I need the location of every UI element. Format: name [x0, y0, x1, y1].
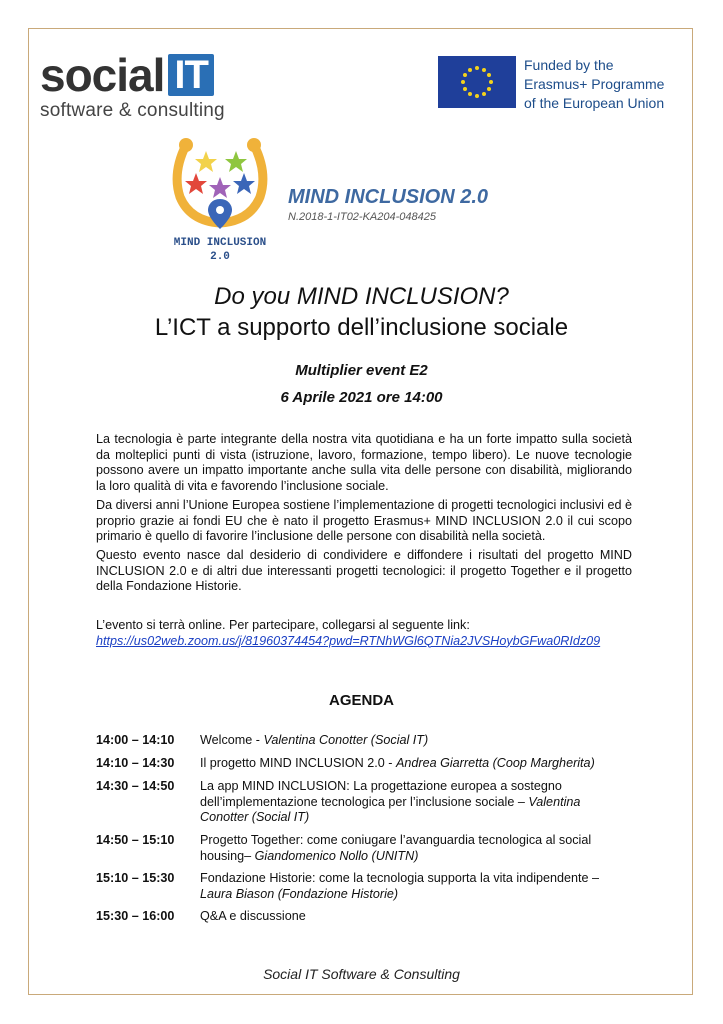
eu-flag-icon — [438, 56, 516, 108]
agenda-desc: Welcome - Valentina Conotter (Social IT) — [200, 733, 429, 747]
agenda-title: AGENDA — [328, 692, 394, 709]
agenda-desc: Fondazione Historie: come la tecnologia supporta la vita indipendente – Laura Biason (Fondazione Historie) — [200, 871, 600, 901]
agenda-row — [96, 733, 636, 749]
mind-inclusion-logo — [166, 133, 274, 263]
event-headline-2: L’ICT a supporto dell’inclusione sociale — [154, 314, 569, 341]
social-logo-word: social — [40, 49, 165, 101]
agenda-time: 14:00 – 14:10 — [96, 733, 175, 747]
agenda-desc: Progetto Together: come coniugare l’avanguardia tecnologica al social housing– Giandomenico Nollo (UNITN) — [200, 833, 592, 863]
online-text: L’evento si terrà online. Per partecipare, collegarsi al seguente link: — [96, 618, 470, 632]
agenda-row — [96, 779, 636, 826]
agenda-row — [96, 909, 636, 925]
agenda-time: 14:10 – 14:30 — [96, 756, 175, 770]
mind-logo-text-line2: 2.0 — [210, 251, 230, 263]
paragraph-2: Da diversi anni l’Unione Europea sostiene l’implementazione di progetti tecnologici inclusivi ed è proprio grazie ai fondi EU che è nato il progetto Erasmus+ MIND INCLUSION 2.0 il cui scopo primario è quello di favorire l’inclusione delle persone con disabilità nella società. — [96, 498, 632, 543]
agenda-row — [96, 871, 636, 902]
paragraph-1: La tecnologia è parte integrante della nostra vita quotidiana e ha un forte impatto sulla società da molteplici punti di vista (istruzione, lavoro, formazione, tempo libero). Le nuove tecnologie possono avere un impatto importante anche sulla vita delle persone con disabilità, migliorando la loro qualità di vita e favorendo l’inclusione sociale. — [96, 432, 632, 493]
eu-text-line2: Erasmus+ Programme — [524, 76, 665, 92]
agenda-desc: Il progetto MIND INCLUSION 2.0 - Andrea Giarretta (Coop Margherita) — [200, 756, 595, 770]
zoom-link[interactable]: https://us02web.zoom.us/j/81960374454?pwd=RTNhWGl6QTNia2JVSHoybGFwa0RIdz09 — [96, 633, 601, 648]
social-logo-it: IT — [168, 54, 214, 96]
footer-text: Social IT Software & Consulting — [263, 966, 460, 982]
mind-logo-text-line1: MIND INCLUSION — [173, 237, 267, 249]
paragraph-3: Questo evento nasce dal desiderio di condividere e diffondere i risultati del progetto MIND INCLUSION 2.0 e di altri due interessanti progetti tecnologici: il progetto Together e il progetto della Fondazione Historie. — [96, 548, 632, 593]
project-code: N.2018-1-IT02-KA204-048425 — [288, 211, 436, 223]
event-date: 6 Aprile 2021 ore 14:00 — [280, 389, 443, 406]
social-logo-tagline: software & consulting — [40, 100, 225, 121]
event-subtitle: Multiplier event E2 — [295, 362, 428, 379]
event-headline-1: Do you MIND INCLUSION? — [214, 283, 509, 310]
agenda-time: 14:30 – 14:50 — [96, 779, 175, 793]
agenda-row — [96, 833, 636, 864]
agenda-desc: La app MIND INCLUSION: La progettazione europea a sostegno dell’implementazione tecnologica per l’inclusione sociale – Valentina Conotter (Social IT) — [200, 779, 581, 824]
agenda-time: 15:30 – 16:00 — [96, 909, 175, 923]
agenda-time: 14:50 – 15:10 — [96, 833, 175, 847]
agenda-time: 15:10 – 15:30 — [96, 871, 175, 885]
project-title: MIND INCLUSION 2.0 — [288, 186, 489, 208]
agenda-row — [96, 756, 636, 772]
social-it-logo — [40, 49, 225, 122]
erasmus-logo — [438, 56, 664, 113]
online-info — [96, 618, 632, 649]
agenda-desc: Q&A e discussione — [200, 909, 306, 923]
eu-text-line3: of the European Union — [524, 95, 665, 111]
eu-text-line1: Funded by the — [524, 57, 614, 73]
